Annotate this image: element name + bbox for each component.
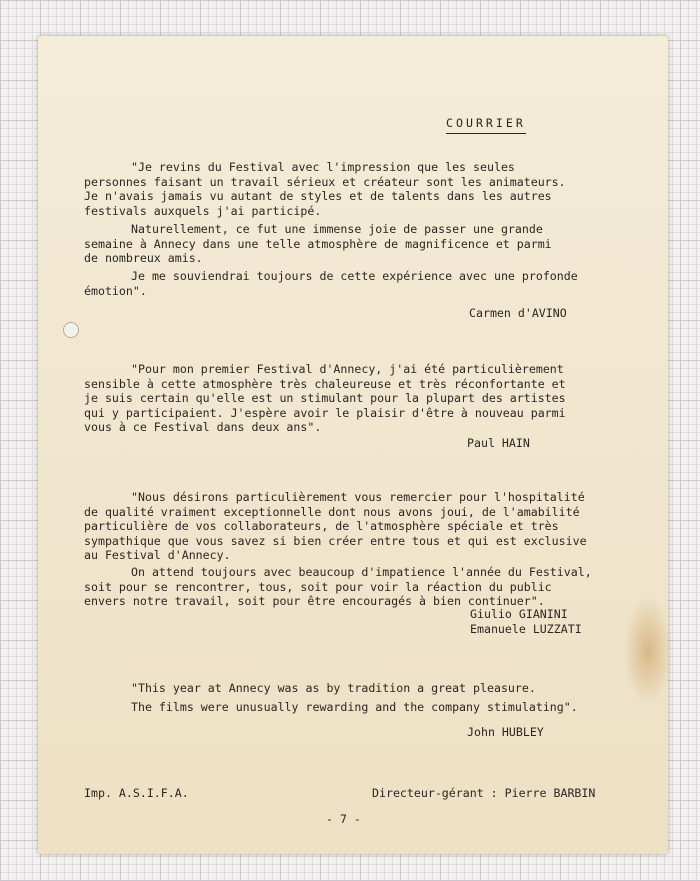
printer-credit: Imp. A.S.I.F.A. [84, 786, 189, 800]
letter-line: festivals auxquels j'ai participé. [84, 203, 322, 218]
letter-line: émotion". [84, 283, 147, 298]
letter-line: semaine à Annecy dans une telle atmosphère de magnificence et parmi [84, 236, 552, 251]
letter-line: particulière de vos collaborateurs, de l'atmosphère spéciale et très [84, 519, 559, 533]
director-credit: Directeur-gérant : Pierre BARBIN [372, 786, 596, 800]
letter-line: envers notre travail, soit pour être encouragés à bien continuer". [84, 594, 545, 608]
letter-line: "This year at Annecy was as by tradition a great pleasure. [131, 681, 536, 695]
letter-line: personnes faisant un travail sérieux et créateur sont les animateurs. [84, 174, 566, 189]
letter-line: au Festival d'Annecy. [84, 548, 231, 562]
letter-line: Naturellement, ce fut une immense joie de passer une grande [131, 222, 543, 236]
signature: Emanuele LUZZATI [470, 621, 582, 636]
page-heading: COURRIER [446, 116, 526, 134]
letter-line: On attend toujours avec beaucoup d'impatience l'année du Festival, [131, 565, 592, 579]
letter-line: sensible à cette atmosphère très chaleureuse et très réconfortante et [84, 376, 566, 391]
letter-line: "Je revins du Festival avec l'impression que les seules [131, 160, 515, 174]
letter-line: "Pour mon premier Festival d'Annecy, j'ai été particulièrement [131, 362, 564, 376]
letter-line: vous à ce Festival dans deux ans". [84, 420, 322, 434]
letter-line: de nombreux amis. [84, 251, 203, 265]
letter-line: je suis certain qu'elle est un stimulant pour la plupart des artistes [84, 391, 566, 405]
letter-line: de qualité vraiment exceptionnelle dont nous avons joui, de l'amabilité [84, 504, 580, 519]
letter-line: sympathique que vous savez si bien créer entre tous et qui est exclusive [84, 533, 587, 548]
signature: John HUBLEY [467, 725, 544, 739]
letter-line: qui y participaient. J'espère avoir le plaisir d'être à nouveau parmi [84, 405, 566, 420]
letter-line: "Nous désirons particulièrement vous remercier pour l'hospitalité [131, 490, 585, 504]
punch-hole [63, 322, 79, 338]
signature: Carmen d'AVINO [469, 306, 567, 320]
letter-line: Je n'avais jamais vu autant de styles et de talents dans les autres [84, 189, 552, 203]
document-page [38, 36, 668, 854]
water-stain [623, 596, 673, 706]
letter-line: Je me souviendrai toujours de cette expérience avec une profonde [131, 269, 578, 283]
signature: Giulio GIANINI [470, 607, 568, 621]
letter-line: soit pour se rencontrer, tous, soit pour voir la réaction du public [84, 579, 552, 594]
letter-line: The films were unusually rewarding and the company stimulating". [131, 700, 578, 714]
signature: Paul HAIN [467, 436, 530, 450]
page-number: - 7 - [326, 812, 361, 826]
